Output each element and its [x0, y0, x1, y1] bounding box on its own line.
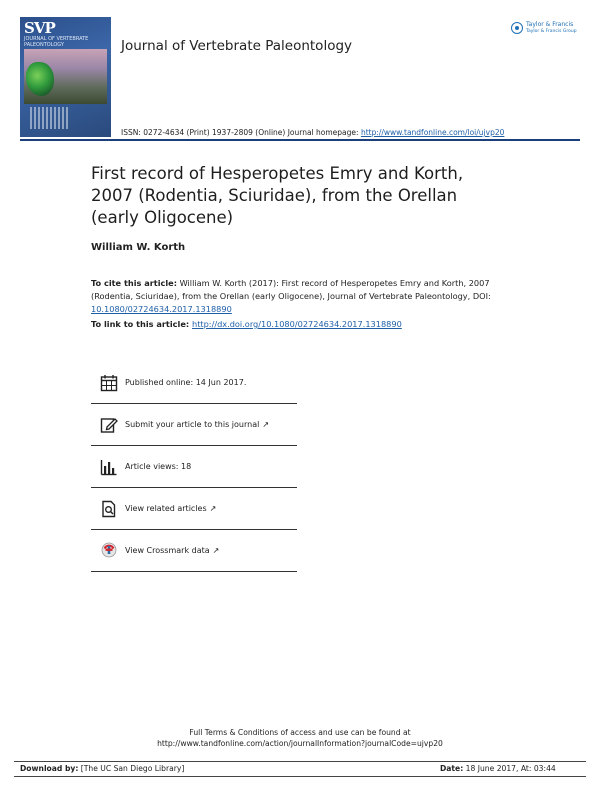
download-label: Download by: — [20, 764, 79, 773]
link-label: To link to this article: — [91, 319, 192, 329]
publisher-name: Taylor & Francis — [526, 21, 574, 28]
citation-block — [91, 277, 521, 316]
article-url-link[interactable]: http://dx.doi.org/10.1080/02724634.2017.1318890 — [192, 319, 402, 329]
download-info — [20, 764, 184, 773]
publisher-logo-icon — [511, 22, 523, 34]
issn-text: ISSN: 0272-4634 (Print) 1937-2809 (Online) Journal homepage: — [121, 128, 361, 137]
terms-line: Full Terms & Conditions of access and use can be found at — [189, 728, 411, 737]
article-views: Article views: 18 — [125, 462, 192, 471]
external-link-icon: ↗ — [209, 504, 217, 513]
cover-subtitle: JOURNAL OF VERTEBRATE PALEONTOLOGY — [24, 36, 89, 48]
views-row — [91, 446, 297, 488]
calendar-icon — [100, 374, 118, 392]
doi-link[interactable]: 10.1080/02724634.2017.1318890 — [91, 304, 232, 314]
footer-divider-top — [14, 761, 586, 762]
terms-notice — [0, 727, 600, 749]
external-link-icon: ↗ — [262, 420, 270, 429]
cite-text: William W. Korth (2017): First record of Hesperopetes Emry and Korth, 2007 (Rodentia, Sciuridae), from the Orellan (early Oligocene), Journal of Vertebrate Paleontology, DOI: — [91, 278, 491, 301]
external-link-icon: ↗ — [212, 546, 220, 555]
issn-line — [121, 128, 504, 137]
published-row — [91, 362, 297, 404]
edit-icon — [100, 416, 118, 434]
terms-url[interactable]: http://www.tandfonline.com/action/journalInformation?journalCode=ujvp20 — [157, 739, 443, 748]
date-value: 18 June 2017, At: 03:44 — [463, 764, 556, 773]
article-link-line — [91, 319, 402, 329]
published-date: Published online: 14 Jun 2017. — [125, 378, 247, 387]
document-search-icon — [100, 500, 118, 518]
journal-cover-image — [20, 17, 111, 137]
cite-label: To cite this article: — [91, 278, 177, 288]
cover-pattern — [30, 107, 70, 129]
header-divider — [20, 139, 580, 141]
crossmark-link[interactable]: View Crossmark data — [125, 546, 210, 555]
footer-divider-bottom — [14, 776, 586, 777]
download-value: [The UC San Diego Library] — [78, 764, 185, 773]
crossmark-row[interactable] — [91, 530, 297, 572]
article-title: First record of Hesperopetes Emry and Korth, 2007 (Rodentia, Sciuridae), from the Orellan (early Oligocene) — [91, 164, 464, 227]
publisher-group: Taylor & Francis Group — [526, 29, 577, 34]
cover-map-graphic — [26, 62, 54, 96]
submit-article-link[interactable]: Submit your article to this journal — [125, 420, 260, 429]
journal-name: Journal of Vertebrate Paleontology — [121, 38, 353, 54]
crossmark-icon — [100, 542, 118, 560]
related-row[interactable] — [91, 488, 297, 530]
download-date — [440, 764, 556, 773]
bar-chart-icon — [100, 458, 118, 476]
publisher-logo-text — [526, 21, 577, 35]
related-articles-link[interactable]: View related articles — [125, 504, 207, 513]
submit-row[interactable] — [91, 404, 297, 446]
date-label: Date: — [440, 764, 464, 773]
publisher-logo — [511, 20, 581, 36]
article-author: William W. Korth — [91, 242, 186, 253]
journal-homepage-link[interactable]: http://www.tandfonline.com/loi/ujvp20 — [360, 128, 505, 137]
cover-title: SVP — [24, 19, 55, 37]
article-info-box — [91, 362, 297, 572]
